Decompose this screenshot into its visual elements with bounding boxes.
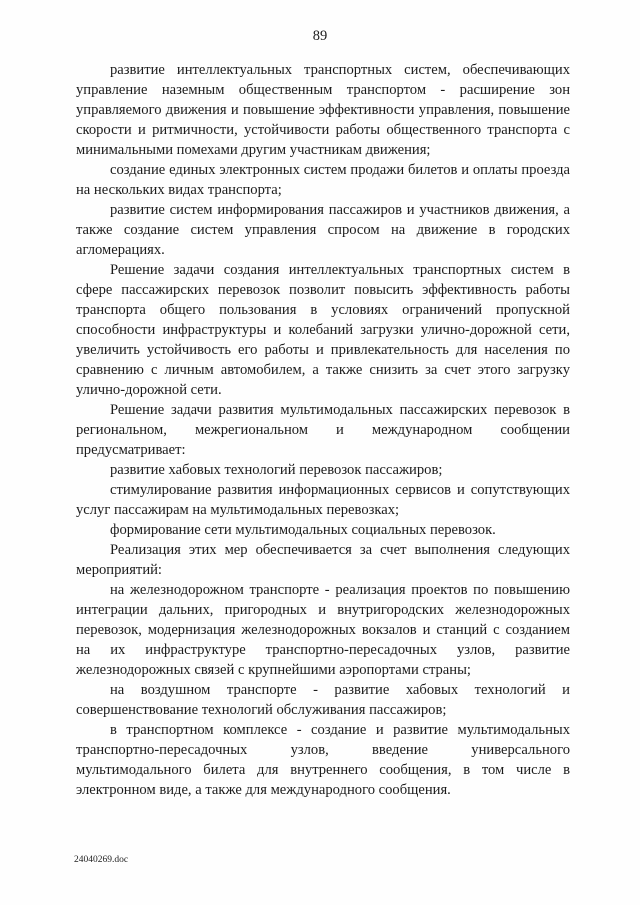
paragraph: развитие интеллектуальных транспортных систем, обеспечивающих управление наземным общественным транспортом - расширение зон управляемого движения и повышение эффективности управления, повышение скорости и ритмичности, устойчивости работы общественного транспорта с минимальными помехами другим участникам движения; [76,62,570,158]
paragraph: на воздушном транспорте - развитие хабовых технологий и совершенствование технологий обслуживания пассажиров; [76,682,570,718]
paragraph: создание единых электронных систем продажи билетов и оплаты проезда на нескольких видах транспорта; [76,162,570,198]
paragraph: развитие хабовых технологий перевозок пассажиров; [110,462,443,478]
document-body [76,60,570,800]
paragraph: в транспортном комплексе - создание и развитие мультимодальных транспортно-пересадочных узлов, введение универсального мультимодального билета для внутреннего сообщения, в том числе в электронном виде, а также для международного сообщения. [76,722,570,798]
paragraph: стимулирование развития информационных сервисов и сопутствующих услуг пассажирам на мультимодальных перевозках; [76,482,570,518]
paragraph: развитие систем информирования пассажиров и участников движения, а также создание систем управления спросом на движение в городских агломерациях. [76,202,570,258]
paragraph: Реализация этих мер обеспечивается за счет выполнения следующих мероприятий: [76,542,570,578]
paragraph: на железнодорожном транспорте - реализация проектов по повышению интеграции дальних, пригородных и внутригородских железнодорожных перевозок, модернизация железнодорожных вокзалов и станций с созданием на их инфраструктуре транспортно-пересадочных узлов, развитие железнодорожных связей с крупнейшими аэропортами страны; [76,582,570,678]
paragraph: формирование сети мультимодальных социальных перевозок. [110,522,496,538]
footer-filename: 24040269.doc [74,855,129,865]
paragraph: Решение задачи создания интеллектуальных транспортных систем в сфере пассажирских перевозок позволит повысить эффективность работы транспорта общего пользования в условиях ограничений пропускной способности инфраструктуры и колебаний загрузки улично-дорожной сети, увеличить устойчивость его работы и привлекательность для населения по сравнению с личным автомобилем, а также снизить за счет этого загрузку улично-дорожной сети. [76,262,570,398]
page-number: 89 [312,28,328,44]
paragraph: Решение задачи развития мультимодальных пассажирских перевозок в региональном, межрегиональном и международном сообщении предусматривает: [76,402,570,458]
